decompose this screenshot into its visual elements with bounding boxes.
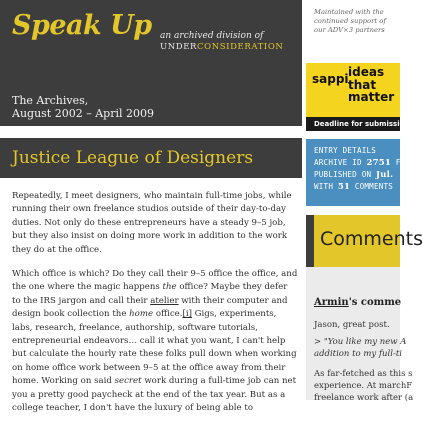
footnote-link[interactable]: [i] [182, 309, 192, 320]
archive-id-label: ARCHIVE ID [314, 158, 367, 167]
text-run: office? Maybe they defer to the IRS jargon and call their [12, 282, 288, 306]
comments-label: COMMENTS [350, 182, 394, 191]
comment-text-line: freelance work after (a [314, 393, 414, 403]
text-run: Gigs, experiments, labs, research, freelance, authorship, software tutorials, entrepreneurial endeavors… call it what you want, I can't help but calculate the hourly rate these folks pull down when working on home office work between 9–5 at the office away from their home. Working on said [12, 309, 297, 387]
ad-word: matter [348, 90, 395, 104]
comment-author-link[interactable]: Armin [314, 297, 349, 308]
entry-details-box [306, 139, 406, 206]
text-emphasis: home [129, 309, 154, 320]
ad-deadline-strip[interactable]: Deadline for submissions i [306, 117, 400, 131]
underconsideration-link[interactable] [160, 42, 283, 53]
published-row [314, 170, 393, 180]
archive-id-value: 2751 [366, 158, 391, 168]
comment-author-suffix: 's comme [348, 297, 402, 308]
comment-count: 51 [337, 182, 351, 192]
text-emphasis: the [162, 282, 177, 293]
text-emphasis: secret [114, 376, 142, 387]
published-date: Jul. [376, 170, 394, 180]
archive-id-suffix: FI [390, 158, 406, 167]
comment-text-line: Jason, great post. [314, 320, 390, 330]
archives-line-1: The Archives, [12, 94, 89, 107]
comment-text-line: experience. At marchF [314, 381, 413, 391]
sponsor-note [314, 8, 400, 35]
archive-id-row [314, 158, 405, 168]
ad-word: ideas [348, 65, 385, 79]
site-header [0, 0, 302, 126]
archives-line-2: August 2002 – April 2009 [12, 107, 154, 120]
with-label: WITH [314, 182, 338, 191]
text-run: with their computer and design book collection the [12, 295, 288, 320]
sponsor-line: Maintained with the [314, 8, 384, 16]
comment-count-row[interactable] [314, 182, 393, 192]
comments-tab-marker [306, 215, 314, 267]
published-label: PUBLISHED ON [314, 170, 377, 179]
ad-sappi-logo: sappi [312, 72, 349, 86]
article-paragraph-2 [12, 268, 298, 415]
atelier-link[interactable]: atelier [150, 295, 179, 306]
sponsor-line: our ADV×3 partners [314, 26, 385, 34]
comments-heading: Comments [320, 228, 423, 250]
article-paragraph-1: Repeatedly, I meet designers, who maintain full-time jobs, while running their own freelance studios outside of their day-to-day duties. Not only do these entrepreneurs have a steady 9–5 job, but they also insist on doing more work in addition to the work they do at the office. [12, 191, 292, 255]
comment-author [314, 297, 401, 309]
ad-word: that [348, 77, 377, 92]
division-under: UNDER [160, 42, 198, 52]
text-run: Which office is which? Do they call their 9–5 office the office, and the one where the magic happens [12, 269, 298, 293]
sappi-ad-banner[interactable] [306, 63, 400, 117]
comments-header-bar [306, 215, 423, 267]
ad-ideas-text [348, 66, 394, 104]
post-title-bar [0, 138, 302, 178]
site-tagline: an archived division of [160, 31, 264, 41]
comment-text-line: As far-fetched as this s [314, 369, 413, 379]
site-logo[interactable]: Speak Up [12, 10, 152, 41]
entry-details-title: ENTRY DETAILS [314, 146, 377, 155]
text-run: office. [153, 309, 183, 320]
division-consideration: CONSIDERATION [197, 42, 284, 52]
post-title: Justice League of Designers [12, 148, 254, 168]
comment-quote-line: addition to my full-ti [314, 349, 402, 359]
sponsor-line: continued support of [314, 17, 386, 25]
archives-label [12, 94, 154, 120]
comment-quote-line: > "You like my new A [314, 337, 407, 347]
text-run: work during a full-time job can net you a pretty good paycheck at the end of the tax year. But as a college teacher, I don't have the luxury of being able to [12, 376, 297, 414]
article-body [12, 190, 298, 427]
